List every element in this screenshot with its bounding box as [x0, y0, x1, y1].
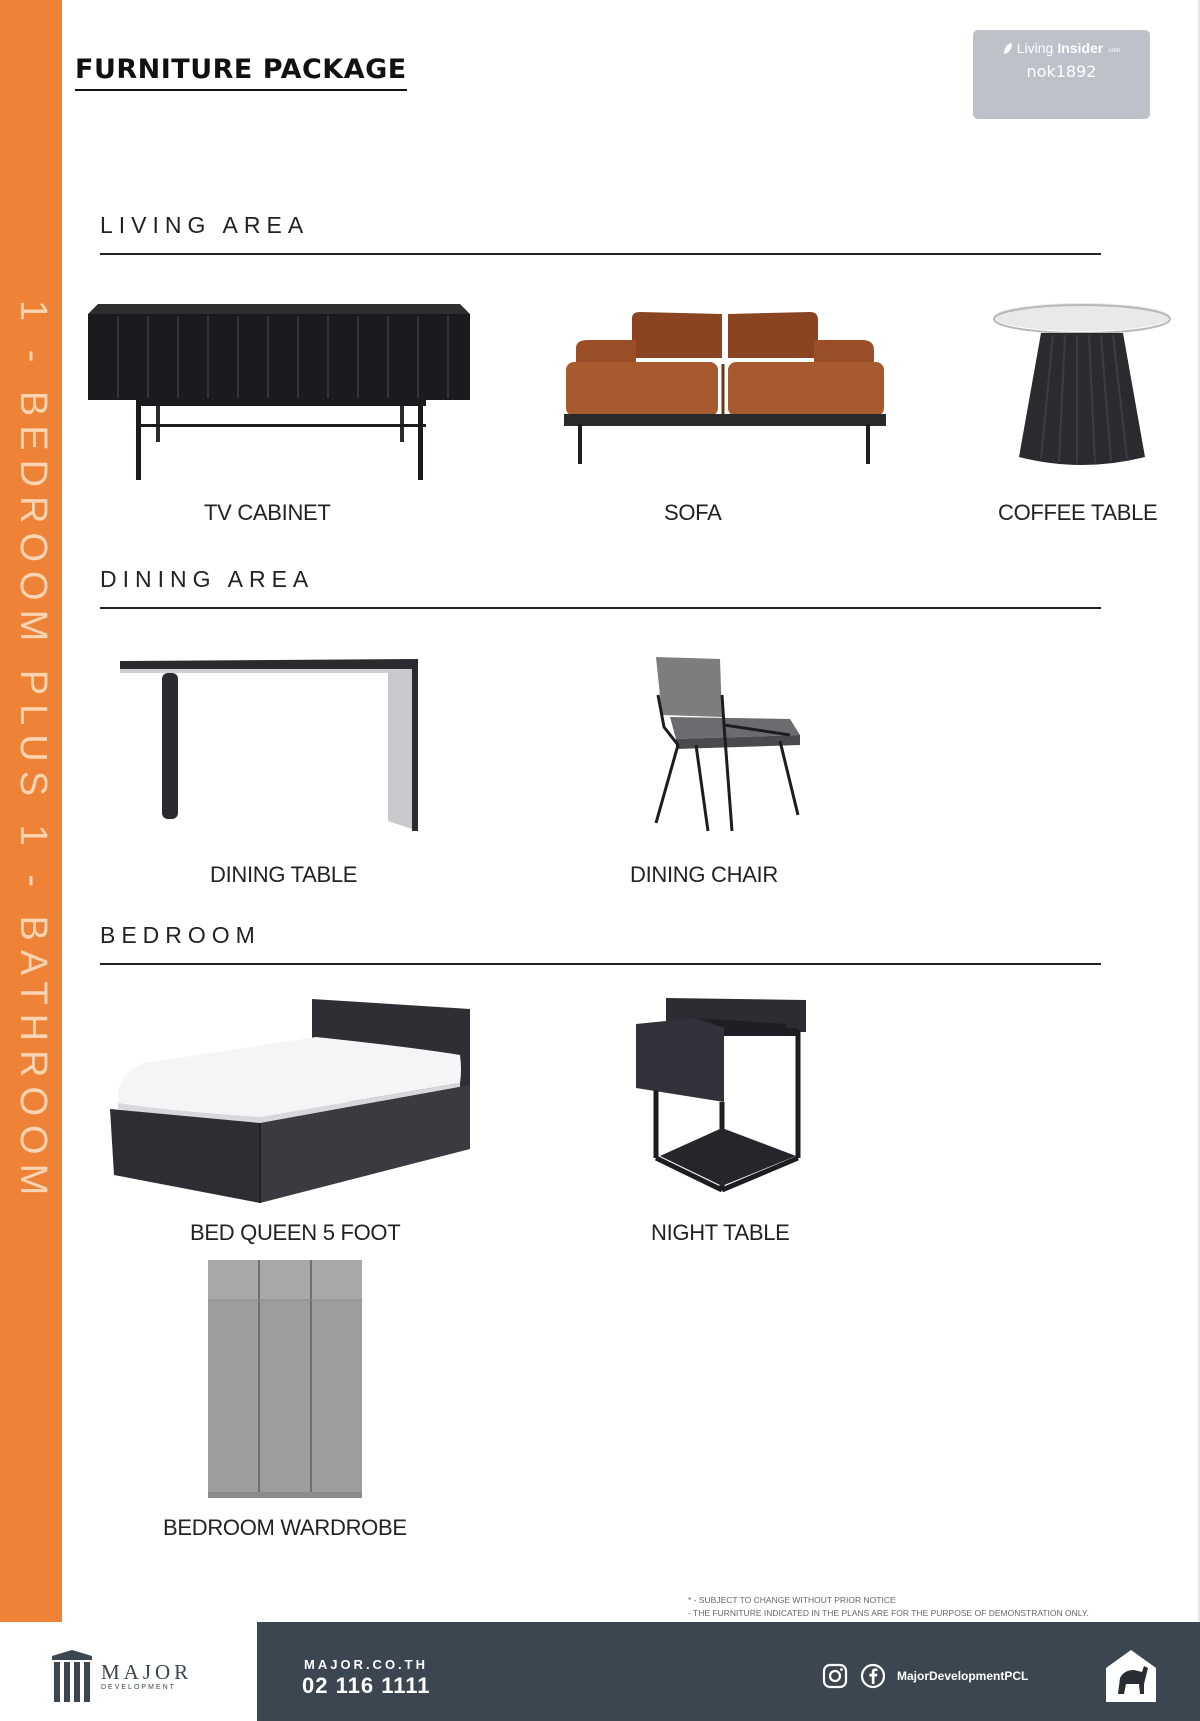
watermark-badge [973, 30, 1150, 119]
item-label-wardrobe: BEDROOM WARDROBE [163, 1515, 407, 1540]
watermark-brand-bold: Insider [1057, 40, 1104, 56]
disclaimer-line-2: - THE FURNITURE INDICATED IN THE PLANS ARE FOR THE PURPOSE OF DEMONSTRATION ONLY. [688, 1608, 1089, 1618]
item-label-night-table: NIGHT TABLE [651, 1220, 790, 1245]
sofa-icon [562, 312, 888, 464]
leaf-icon [1003, 42, 1013, 55]
night-table-icon [636, 998, 812, 1192]
item-label-tv-cabinet: TV CABINET [204, 500, 331, 525]
item-label-sofa: SOFA [664, 500, 722, 525]
section-rule-bedroom [100, 963, 1101, 965]
facebook-icon[interactable] [860, 1663, 886, 1689]
dining-table-icon [120, 659, 420, 831]
section-title-dining: DINING AREA [100, 566, 315, 592]
project-badge-icon [1104, 1648, 1158, 1704]
item-label-dining-table: DINING TABLE [210, 862, 358, 887]
side-label: 1 - BEDROOM PLUS 1 - BATHROOM [12, 300, 54, 1205]
company-sub: DEVELOPMENT [101, 1684, 176, 1691]
watermark-brand-light: Living [1016, 40, 1054, 56]
section-title-living: LIVING AREA [100, 212, 310, 238]
watermark-user: nok1892 [1026, 62, 1097, 81]
major-logo-icon [52, 1650, 92, 1702]
phone-number[interactable]: 02 116 1111 [302, 1673, 431, 1698]
social-handle[interactable]: MajorDevelopmentPCL [897, 1669, 1029, 1683]
dining-chair-icon [650, 655, 802, 833]
page-title: FURNITURE PACKAGE [75, 54, 407, 91]
watermark-brand-suffix: .com [1107, 48, 1121, 54]
item-label-dining-chair: DINING CHAIR [630, 862, 778, 887]
watermark-brand [973, 40, 1150, 56]
coffee-table-icon [993, 297, 1171, 467]
section-rule-living [100, 253, 1101, 255]
section-rule-dining [100, 607, 1101, 609]
disclaimer [688, 1594, 1089, 1620]
section-title-bedroom: BEDROOM [100, 922, 261, 948]
item-label-coffee-table: COFFEE TABLE [998, 500, 1158, 525]
wardrobe-icon [208, 1260, 362, 1498]
company-name: MAJOR [101, 1660, 193, 1684]
disclaimer-line-1: * - SUBJECT TO CHANGE WITHOUT PRIOR NOTICE [688, 1595, 896, 1605]
item-label-bed: BED QUEEN 5 FOOT [190, 1220, 401, 1245]
bed-icon [110, 999, 472, 1203]
tv-cabinet-icon [88, 302, 470, 480]
website-text[interactable]: MAJOR.CO.TH [304, 1657, 428, 1672]
instagram-icon[interactable] [822, 1663, 848, 1689]
